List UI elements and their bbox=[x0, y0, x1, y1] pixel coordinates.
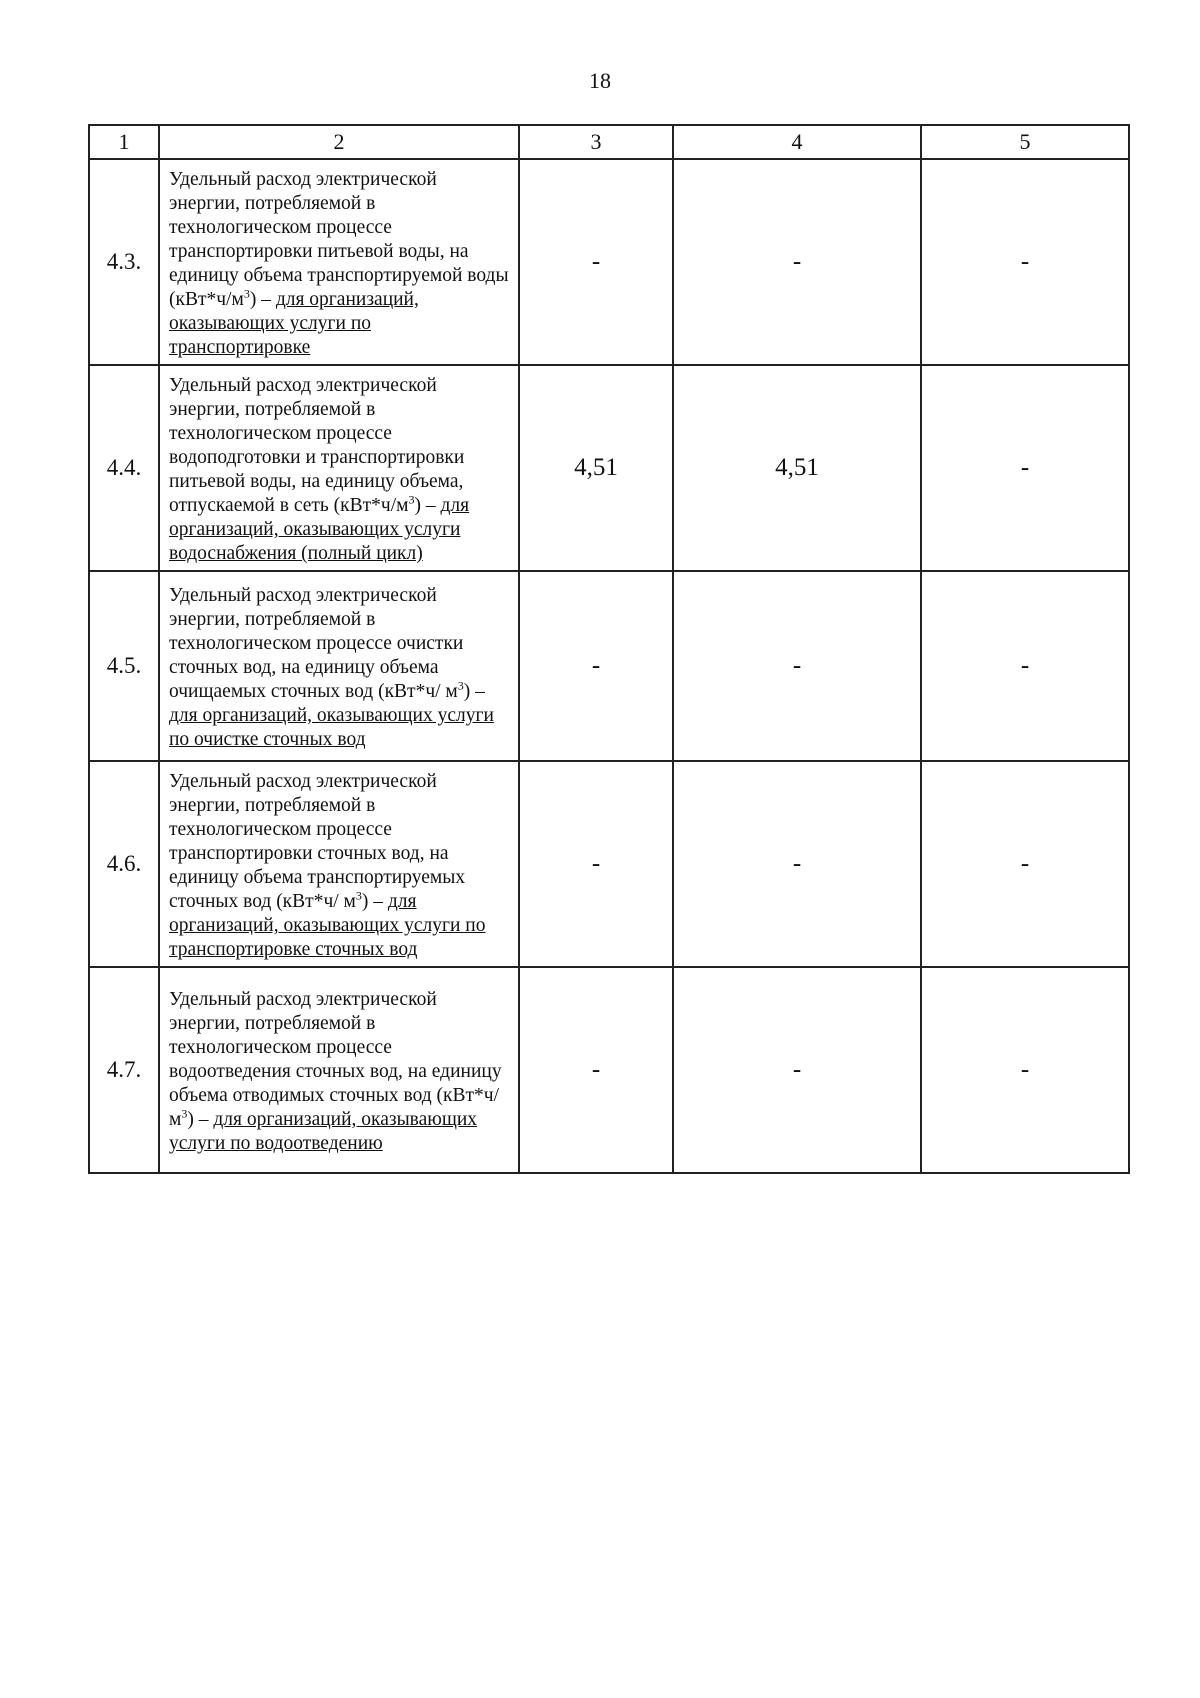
page-number: 18 bbox=[589, 68, 611, 93]
value-col-4: - bbox=[673, 159, 921, 365]
superscript: 3 bbox=[181, 1106, 188, 1121]
value-col-5: - bbox=[921, 365, 1129, 571]
description-underlined: для организаций, оказывающих услуги по транспортировке bbox=[169, 289, 419, 358]
table-header-row bbox=[89, 125, 1129, 159]
value-col-3: - bbox=[519, 761, 673, 967]
description-mid: ) – bbox=[187, 1109, 214, 1130]
value-col-3: 4,51 bbox=[519, 365, 673, 571]
description-mid: ) – bbox=[249, 289, 276, 310]
description-text: Удельный расход электрической энергии, потребляемой в технологическом процессе водоподготовки и транспортировки питьевой воды, на единицу объема, отпускаемой в сеть (кВт*ч/м bbox=[169, 375, 465, 516]
table-row bbox=[89, 761, 1129, 967]
row-description bbox=[159, 571, 519, 761]
row-number: 4.3. bbox=[89, 159, 159, 365]
description-underlined: для организаций, оказывающих услуги по очистке сточных вод bbox=[169, 705, 494, 750]
value-col-3: - bbox=[519, 967, 673, 1173]
indicator-table bbox=[88, 124, 1130, 1174]
row-description bbox=[159, 761, 519, 967]
description-text: Удельный расход электрической энергии, потребляемой в технологическом процессе водоотведения сточных вод, на единицу объема отводимых сточных вод (кВт*ч/ м bbox=[169, 989, 502, 1130]
superscript: 3 bbox=[243, 286, 250, 301]
description-text: Удельный расход электрической энергии, потребляемой в технологическом процессе транспортировки питьевой воды, на единицу объема транспортируемой воды (кВт*ч/м bbox=[169, 169, 509, 310]
header-col-3: 3 bbox=[519, 125, 673, 159]
superscript: 3 bbox=[457, 678, 464, 693]
row-number: 4.4. bbox=[89, 365, 159, 571]
header-col-5: 5 bbox=[921, 125, 1129, 159]
value-col-5: - bbox=[921, 159, 1129, 365]
description-underlined: для организаций, оказывающих услуги по водоотведению bbox=[169, 1109, 478, 1154]
description-mid: ) – bbox=[361, 891, 388, 912]
table-row bbox=[89, 365, 1129, 571]
description-text: Удельный расход электрической энергии, потребляемой в технологическом процессе транспортировки сточных вод, на единицу объема транспортируемых сточных вод (кВт*ч/ м bbox=[169, 771, 466, 912]
value-col-5: - bbox=[921, 571, 1129, 761]
description-mid: ) – bbox=[463, 681, 485, 702]
superscript: 3 bbox=[355, 888, 362, 903]
description-underlined: для организаций, оказывающих услуги водоснабжения (полный цикл) bbox=[169, 495, 470, 564]
header-col-2: 2 bbox=[159, 125, 519, 159]
row-description bbox=[159, 967, 519, 1173]
value-col-5: - bbox=[921, 761, 1129, 967]
row-description bbox=[159, 365, 519, 571]
value-col-3: - bbox=[519, 159, 673, 365]
value-col-5: - bbox=[921, 967, 1129, 1173]
value-col-4: - bbox=[673, 571, 921, 761]
value-col-4: - bbox=[673, 967, 921, 1173]
row-description bbox=[159, 159, 519, 365]
row-number: 4.5. bbox=[89, 571, 159, 761]
table-row bbox=[89, 967, 1129, 1173]
table-row bbox=[89, 571, 1129, 761]
description-text: Удельный расход электрической энергии, потребляемой в технологическом процессе очистки сточных вод, на единицу объема очищаемых сточных вод (кВт*ч/ м bbox=[169, 585, 464, 702]
value-col-3: - bbox=[519, 571, 673, 761]
value-col-4: 4,51 bbox=[673, 365, 921, 571]
description-underlined: для организаций, оказывающих услуги по транспортировке сточных вод bbox=[169, 891, 486, 960]
header-col-4: 4 bbox=[673, 125, 921, 159]
description-mid: ) – bbox=[414, 495, 441, 516]
row-number: 4.6. bbox=[89, 761, 159, 967]
value-col-4: - bbox=[673, 761, 921, 967]
row-number: 4.7. bbox=[89, 967, 159, 1173]
header-col-1: 1 bbox=[89, 125, 159, 159]
superscript: 3 bbox=[408, 492, 415, 507]
table-row bbox=[89, 159, 1129, 365]
